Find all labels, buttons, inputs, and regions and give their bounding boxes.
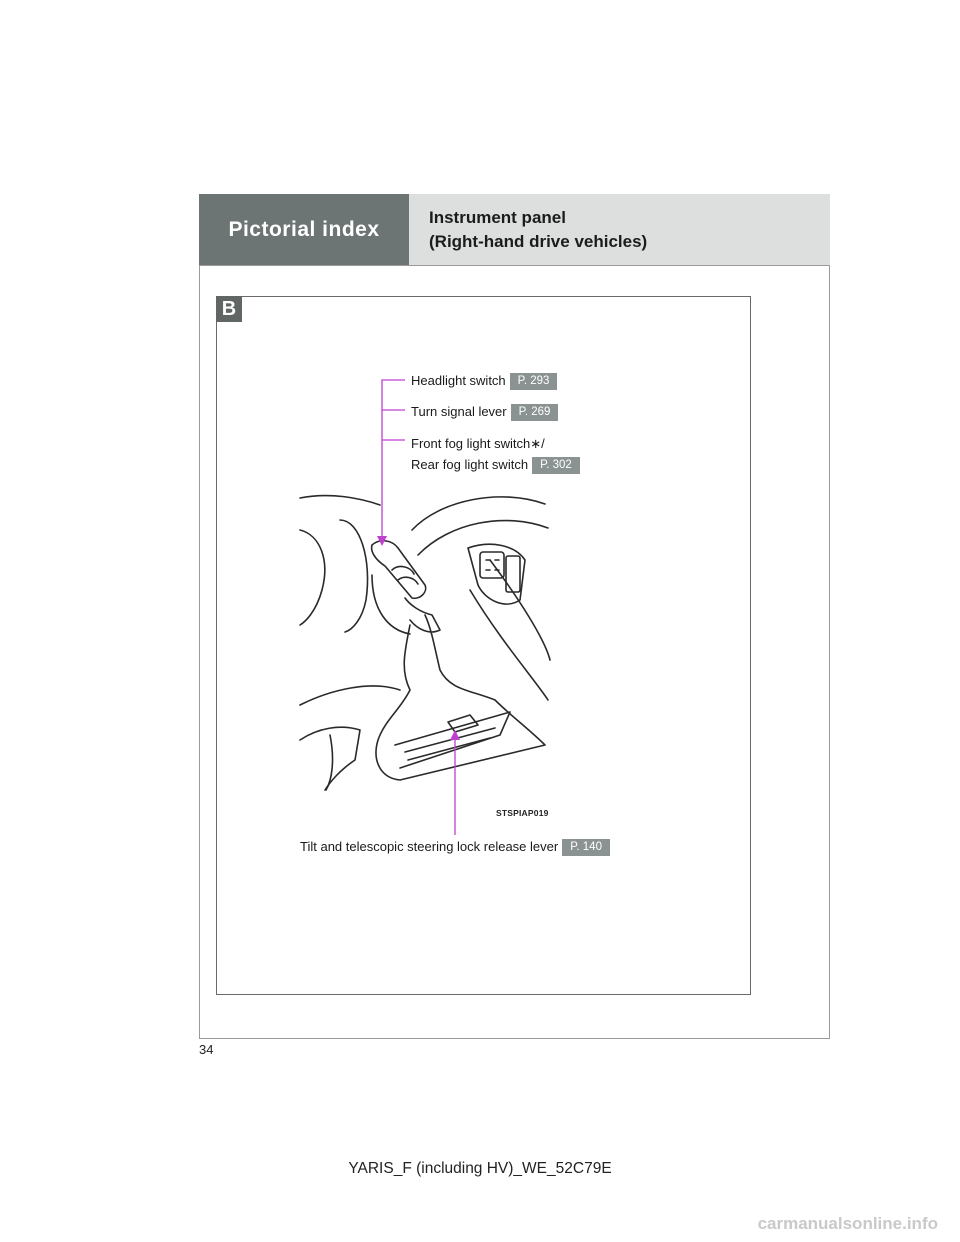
gauge-arc <box>340 520 368 632</box>
callout-tilt <box>300 837 610 857</box>
footer-doc-code: YARIS_F (including HV)_WE_52C79E <box>348 1160 612 1177</box>
lower-dash <box>300 686 400 705</box>
column-cover <box>376 615 545 780</box>
section-tab: Pictorial index <box>199 194 409 265</box>
spoke-right <box>468 544 525 604</box>
column-hatch <box>405 728 495 760</box>
callout-headlight-label: Headlight switch <box>411 373 506 388</box>
callout-fog-front <box>411 434 545 454</box>
leader-line-headlight <box>382 380 405 540</box>
page-ref-turn-signal[interactable]: P. 269 <box>511 404 559 421</box>
page-ref-fog[interactable]: P. 302 <box>532 457 580 474</box>
column-slot <box>448 715 478 732</box>
lever-stalk <box>372 541 426 599</box>
dash-outline-2 <box>300 530 325 625</box>
title-line-1: Instrument panel <box>429 208 566 227</box>
figure-code: STSPIAP019 <box>496 808 549 818</box>
wheel-rim-right <box>470 590 548 700</box>
callout-turn-signal <box>411 402 558 422</box>
callout-headlight <box>411 371 557 391</box>
page-ref-tilt[interactable]: P. 140 <box>562 839 610 856</box>
callout-fog-front-label: Front fog light switch∗/ <box>411 436 545 451</box>
callout-tilt-label: Tilt and telescopic steering lock release lever <box>300 839 559 854</box>
callout-turn-signal-label: Turn signal lever <box>411 404 507 419</box>
steering-button-2 <box>506 556 520 592</box>
watermark: carmanualsonline.info <box>757 1214 938 1233</box>
wheel-rim-inner <box>418 521 548 555</box>
gauge-arc-2 <box>372 575 410 634</box>
page-ref-headlight[interactable]: P. 293 <box>510 373 558 390</box>
title-line-2: (Right-hand drive vehicles) <box>429 232 648 251</box>
wheel-rim-outer <box>412 497 545 530</box>
page-number: 34 <box>199 1042 214 1057</box>
callout-fog-rear-label: Rear fog light switch <box>411 457 529 472</box>
dash-outline <box>300 496 380 505</box>
callout-fog-rear <box>411 455 580 475</box>
section-badge: B <box>216 296 242 322</box>
